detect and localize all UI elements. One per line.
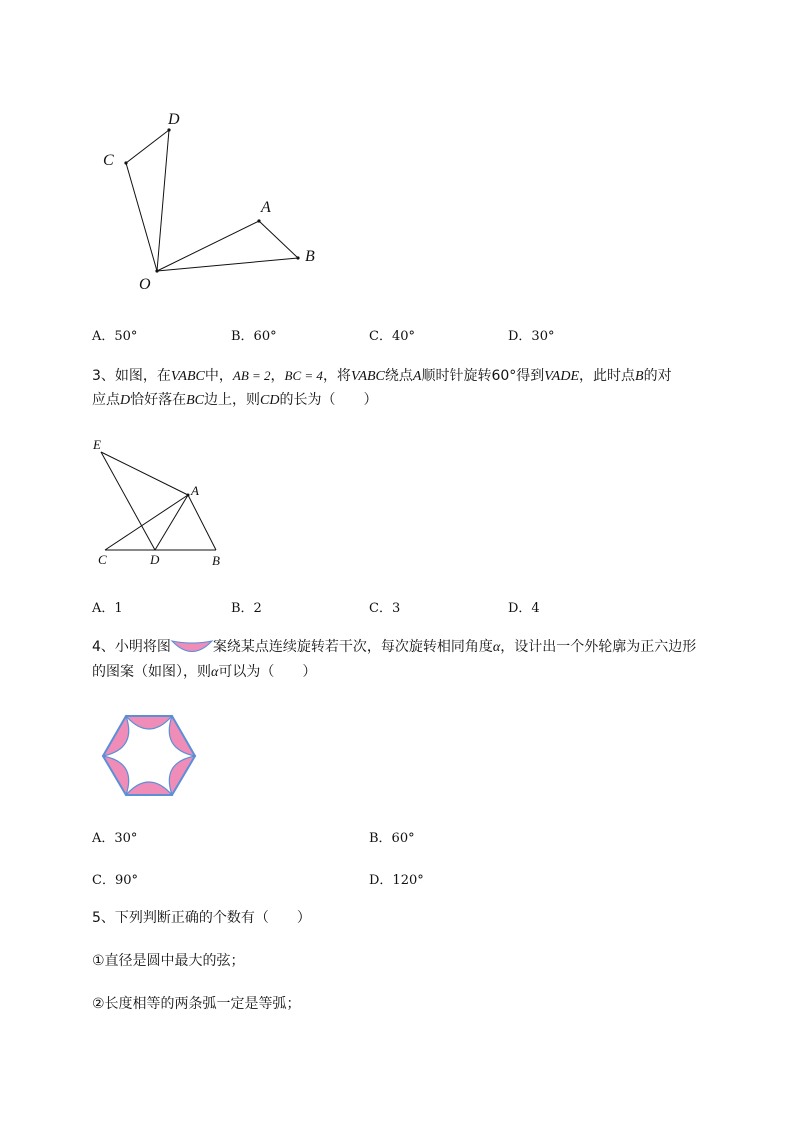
q3-triangle-abc: VABC [170,369,205,384]
q4-alpha: α [492,640,501,655]
label-D: D [150,552,160,567]
q4-text: 的图案（如图），则 [92,664,211,680]
q3-text: ， [270,368,285,384]
label-O: O [139,276,151,293]
label-B: B [305,248,315,265]
q3-text: 顺时针旋转 [421,368,492,384]
hexagon-arcs [103,716,195,795]
label-A: A [191,483,199,498]
q2-option-a[interactable]: A．50° [92,329,138,344]
q3-text: 中， [204,368,233,384]
label-A: A [261,199,271,216]
q4-text: 4、小明将图 [92,639,171,655]
q3-text: 恰好落在 [130,392,187,408]
q2-option-c[interactable]: C．40° [369,329,415,344]
q3-eq-bc: BC = 4 [284,368,323,383]
q3-segment-bc: BC [186,393,205,408]
q5-statement-2: ②长度相等的两条弧一定是等弧； [92,996,301,1012]
hexagon-arc-1 [126,716,172,729]
q3-text: ，此时点 [579,368,636,384]
q3-text: ，将 [322,368,351,384]
label-D: D [168,111,180,128]
q3-text: 绕点 [384,368,413,384]
q3-triangle-ade: VADE [544,369,580,384]
q3-point-d: D [120,393,131,408]
q3-point-a: A [412,369,422,384]
q3-text: 的对 [643,368,672,384]
q4-text: ，设计出一个外轮廓为正六边形 [500,639,697,655]
q3-option-a[interactable]: A．1 [92,601,123,616]
q3-text: 边上，则 [204,392,261,408]
hexagon-arc-4 [126,782,172,795]
q3-option-b[interactable]: B．2 [231,601,262,616]
q4-text: 可以为（ ） [218,664,317,680]
q4-text: 案绕某点连续旋转若干次，每次旋转相同角度 [212,639,493,655]
q3-option-d[interactable]: D．4 [508,601,540,616]
q3-number: 3、 [92,368,115,384]
q3-text: 应点 [92,392,120,408]
label-B: B [212,553,220,568]
q4-option-d[interactable]: D．120° [369,873,424,888]
q3-segment-cd: CD [260,393,280,408]
q3-option-c[interactable]: C．3 [369,601,401,616]
q2-option-d[interactable]: D．30° [508,329,555,344]
label-E: E [93,437,101,452]
q4-option-a[interactable]: A．30° [92,831,138,846]
q3-text: 的长为（ ） [279,392,378,408]
q3-triangle-abc-2: VABC [350,369,385,384]
q5-statement-1: ①直径是圆中最大的弦； [92,953,245,969]
label-C: C [103,152,114,169]
label-C: C [98,552,107,567]
q4-alpha: α [211,665,219,680]
q3-text: 得到 [516,368,545,384]
q3-angle: 60° [491,368,517,384]
q4-option-c[interactable]: C．90° [92,873,138,888]
q4-option-b[interactable]: B．60° [369,831,415,846]
q2-option-b[interactable]: B．60° [231,329,277,344]
q3-point-b: B [635,369,644,384]
q3-text: 如图，在 [114,368,171,384]
q5-stem: 5、下列判断正确的个数有（ ） [92,910,311,926]
q3-eq-ab: AB = 2 [232,368,271,383]
